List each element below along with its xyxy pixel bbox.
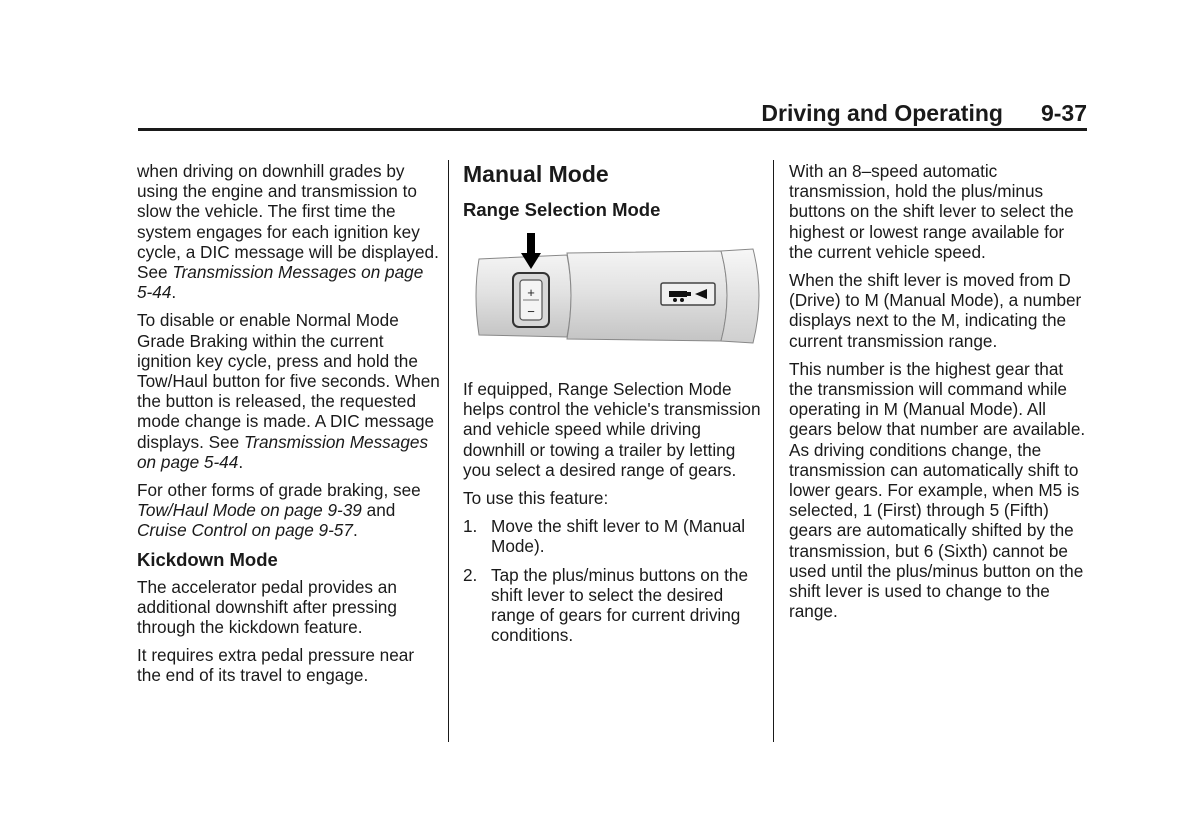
column-right <box>789 161 1089 629</box>
xref-transmission-messages: Transmission Messages on page 5-44 <box>137 262 424 303</box>
xref-cruise-control: Cruise Control on page 9-57 <box>137 520 353 541</box>
list-item: 2. Tap the plus/minus buttons on the shift lever to select the desired range of gears for current driving conditions. <box>463 564 749 646</box>
paragraph-use-feature: To use this feature: <box>463 488 609 509</box>
minus-label: − <box>527 304 535 319</box>
paragraph-kickdown: The accelerator pedal provides an additional downshift after pressing through the kickdown feature. <box>137 576 397 638</box>
heading-range-selection-mode: Range Selection Mode <box>463 199 661 220</box>
section-title: Driving and Operating <box>761 100 1003 126</box>
plus-label: + <box>527 285 535 300</box>
xref-tow-haul-mode: Tow/Haul Mode on page 9-39 <box>137 500 362 521</box>
shift-lever-icon <box>471 231 781 361</box>
list-item: 1. Move the shift lever to M (Manual Mode). <box>463 516 746 557</box>
shift-lever-illustration <box>471 231 781 361</box>
paragraph-kickdown-pressure: It requires extra pedal pressure near the end of its travel to engage. <box>137 645 415 686</box>
column-middle <box>463 161 763 653</box>
paragraph-8-speed: With an 8–speed automatic transmission, hold the plus/minus buttons on the shift lever to select the highest or lowest range available for the current vehicle speed. <box>789 161 1074 262</box>
page-header <box>138 100 1087 130</box>
column-divider-left <box>448 160 449 742</box>
column-left <box>137 161 442 694</box>
paragraph-shift-to-manual: When the shift lever is moved from D (Drive) to M (Manual Mode), a number displays next to the M, indicating the current transmission range. <box>789 270 1082 351</box>
steps-list <box>463 516 763 645</box>
paragraph-grade-braking-intro: when driving on downhill grades by using the engine and transmission to slow the vehicle. The first time the system engages for each ignition key cycle, a DIC message will be displayed. See Transmission Messages on page 5-44. <box>137 161 439 303</box>
paragraph-range-selection: If equipped, Range Selection Mode helps control the vehicle's transmission and vehicle speed while driving downhill or towing a trailer by letting you select a desired range of gears. <box>463 379 761 480</box>
paragraph-disable-grade-braking: To disable or enable Normal Mode Grade Braking within the current ignition key cycle, press and hold the Tow/Haul button for five seconds. When the button is released, the requested mode change is made. A DIC message displays. See Transmission Messages on page 5-44. <box>137 310 440 472</box>
paragraph-highest-gear: This number is the highest gear that the transmission will command while operating in M (Manual Mode). All gears below that number are available. As driving conditions change, the transmission can automatically shift to lower gears. For example, when M5 is selected, 1 (First) through 5 (Fifth) gears are automatically shifted by the transmission, but 6 (Sixth) cannot be used until the plus/minus button on the shift lever is used to change to the range. <box>789 358 1086 622</box>
heading-kickdown-mode: Kickdown Mode <box>137 548 278 570</box>
trailer-icon <box>669 291 687 297</box>
heading-manual-mode: Manual Mode <box>463 161 609 187</box>
page-number: 9-37 <box>1040 100 1087 126</box>
paragraph-other-grade-braking: For other forms of grade braking, see Tow/Haul Mode on page 9-39 and Cruise Control on page 9-57. <box>137 480 421 541</box>
header-rule <box>138 128 1087 131</box>
xref-transmission-messages: Transmission Messages on page 5-44 <box>137 431 429 472</box>
